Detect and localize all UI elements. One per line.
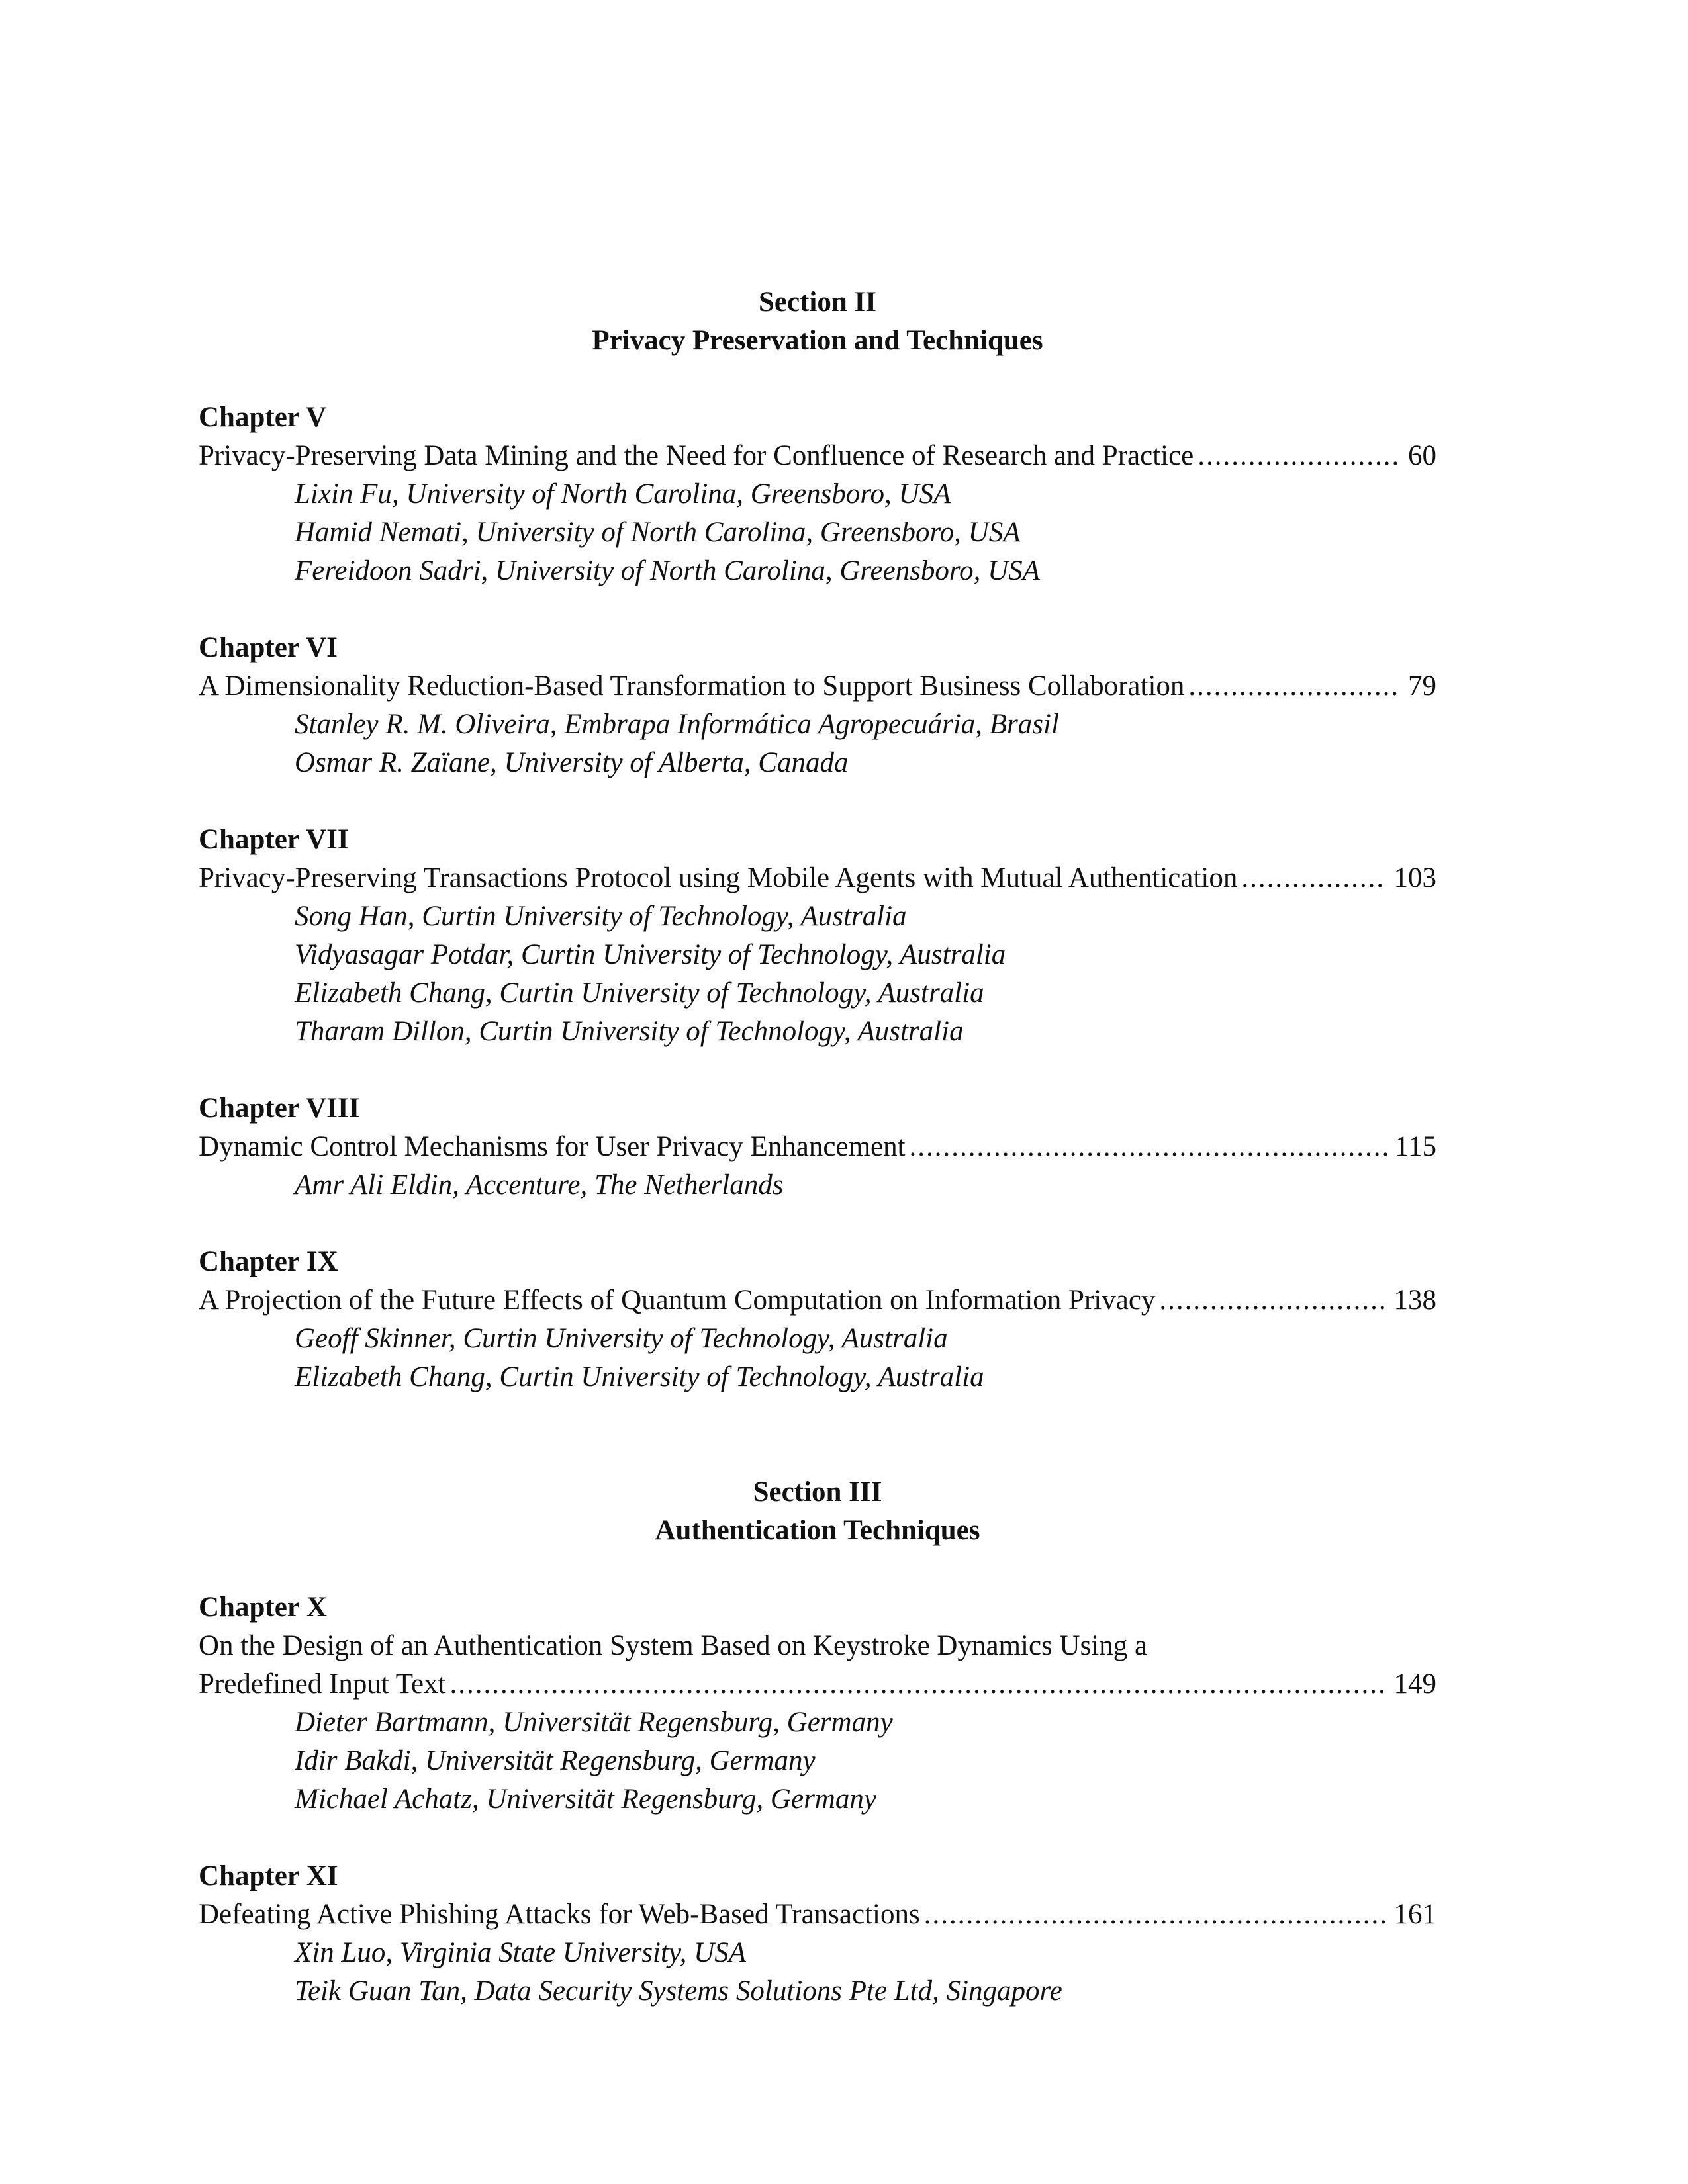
chapter-title-row[interactable] (199, 1281, 1436, 1320)
dot-leader (910, 1128, 1389, 1166)
chapter-title-row[interactable] (199, 437, 1436, 475)
chapter-author: Osmar R. Zaïane, University of Alberta, Canada (295, 747, 849, 778)
chapter-author: Hamid Nemati, University of North Carolina, Greensboro, USA (295, 517, 1021, 548)
section-spacer (199, 1435, 1436, 1473)
chapter-label: Chapter VI (199, 632, 338, 663)
chapter-label: Chapter X (199, 1592, 327, 1623)
section-title: Privacy Preservation and Techniques (592, 325, 1043, 356)
chapter-author: Xin Luo, Virginia State University, USA (295, 1937, 746, 1968)
section-label: Section II (759, 287, 876, 318)
chapter-author: Geoff Skinner, Curtin University of Technology, Australia (295, 1323, 948, 1354)
page-number: 115 (1395, 1131, 1436, 1162)
chapter-author: Idir Bakdi, Universität Regensburg, Germany (295, 1745, 816, 1776)
page-number: 138 (1393, 1285, 1436, 1316)
chapter-author: Teik Guan Tan, Data Security Systems Solutions Pte Ltd, Singapore (295, 1976, 1062, 2007)
page-number: 103 (1393, 862, 1436, 893)
section-spacer (199, 360, 1436, 398)
chapter-title-row[interactable] (199, 1895, 1436, 1934)
chapter-author: Dieter Bartmann, Universität Regensburg, Germany (295, 1707, 893, 1738)
chapter-author: Lixin Fu, University of North Carolina, Greensboro, USA (295, 478, 951, 510)
chapter-title-row[interactable] (199, 1128, 1436, 1166)
chapter-title: Dynamic Control Mechanisms for User Privacy Enhancement (199, 1131, 906, 1162)
toc-section (199, 1435, 1436, 2011)
dot-leader (1197, 437, 1401, 475)
toc-chapter-entry[interactable] (199, 821, 1436, 1051)
chapter-title: Defeating Active Phishing Attacks for Web-Based Transactions (199, 1899, 920, 1930)
dot-leader (1188, 667, 1401, 705)
section-spacer (199, 1550, 1436, 1588)
page-number: 60 (1408, 440, 1436, 471)
chapter-title: Predefined Input Text (199, 1668, 446, 1700)
page-number: 161 (1393, 1899, 1436, 1930)
chapter-title: A Dimensionality Reduction-Based Transformation to Support Business Collaboration (199, 670, 1185, 702)
chapter-title-row[interactable] (199, 667, 1436, 705)
dot-leader (1241, 859, 1387, 897)
chapter-title: Privacy-Preserving Data Mining and the Need for Confluence of Research and Practice (199, 440, 1194, 471)
chapter-author: Elizabeth Chang, Curtin University of Technology, Australia (295, 1361, 984, 1392)
page-number: 79 (1408, 670, 1436, 702)
page-number: 149 (1393, 1668, 1436, 1700)
chapter-title-row[interactable] (199, 859, 1436, 897)
chapter-title: Privacy-Preserving Transactions Protocol using Mobile Agents with Mutual Authentication (199, 862, 1238, 893)
toc-chapter-entry[interactable] (199, 1089, 1436, 1205)
dot-leader (450, 1665, 1387, 1704)
toc-chapter-entry[interactable] (199, 398, 1436, 590)
chapter-title: A Projection of the Future Effects of Quantum Computation on Information Privacy (199, 1285, 1156, 1316)
table-of-contents (199, 283, 1436, 2049)
toc-chapter-entry[interactable] (199, 1857, 1436, 2011)
chapter-label: Chapter V (199, 402, 327, 433)
chapter-author: Tharam Dillon, Curtin University of Technology, Australia (295, 1016, 964, 1047)
chapter-author: Vidyasagar Potdar, Curtin University of Technology, Australia (295, 939, 1006, 970)
chapter-author: Amr Ali Eldin, Accenture, The Netherlands (295, 1169, 784, 1201)
chapter-author: Song Han, Curtin University of Technology, Australia (295, 901, 907, 932)
toc-section (199, 283, 1436, 1396)
section-title: Authentication Techniques (655, 1515, 980, 1546)
toc-chapter-entry[interactable] (199, 629, 1436, 782)
chapter-label: Chapter IX (199, 1246, 338, 1277)
chapter-author: Michael Achatz, Universität Regensburg, Germany (295, 1784, 876, 1815)
chapter-label: Chapter XI (199, 1860, 338, 1891)
section-label: Section III (753, 1477, 882, 1508)
toc-chapter-entry[interactable] (199, 1243, 1436, 1396)
chapter-label: Chapter VII (199, 824, 349, 855)
chapter-title-row[interactable] (199, 1665, 1436, 1704)
chapter-author: Elizabeth Chang, Curtin University of Technology, Australia (295, 978, 984, 1009)
toc-chapter-entry[interactable] (199, 1588, 1436, 1819)
chapter-author: Stanley R. M. Oliveira, Embrapa Informática Agropecuária, Brasil (295, 709, 1059, 740)
chapter-title-line: On the Design of an Authentication System Based on Keystroke Dynamics Using a (199, 1630, 1148, 1661)
dot-leader (1159, 1281, 1387, 1320)
dot-leader (924, 1895, 1387, 1934)
chapter-label: Chapter VIII (199, 1093, 360, 1124)
chapter-author: Fereidoon Sadri, University of North Carolina, Greensboro, USA (295, 555, 1040, 586)
